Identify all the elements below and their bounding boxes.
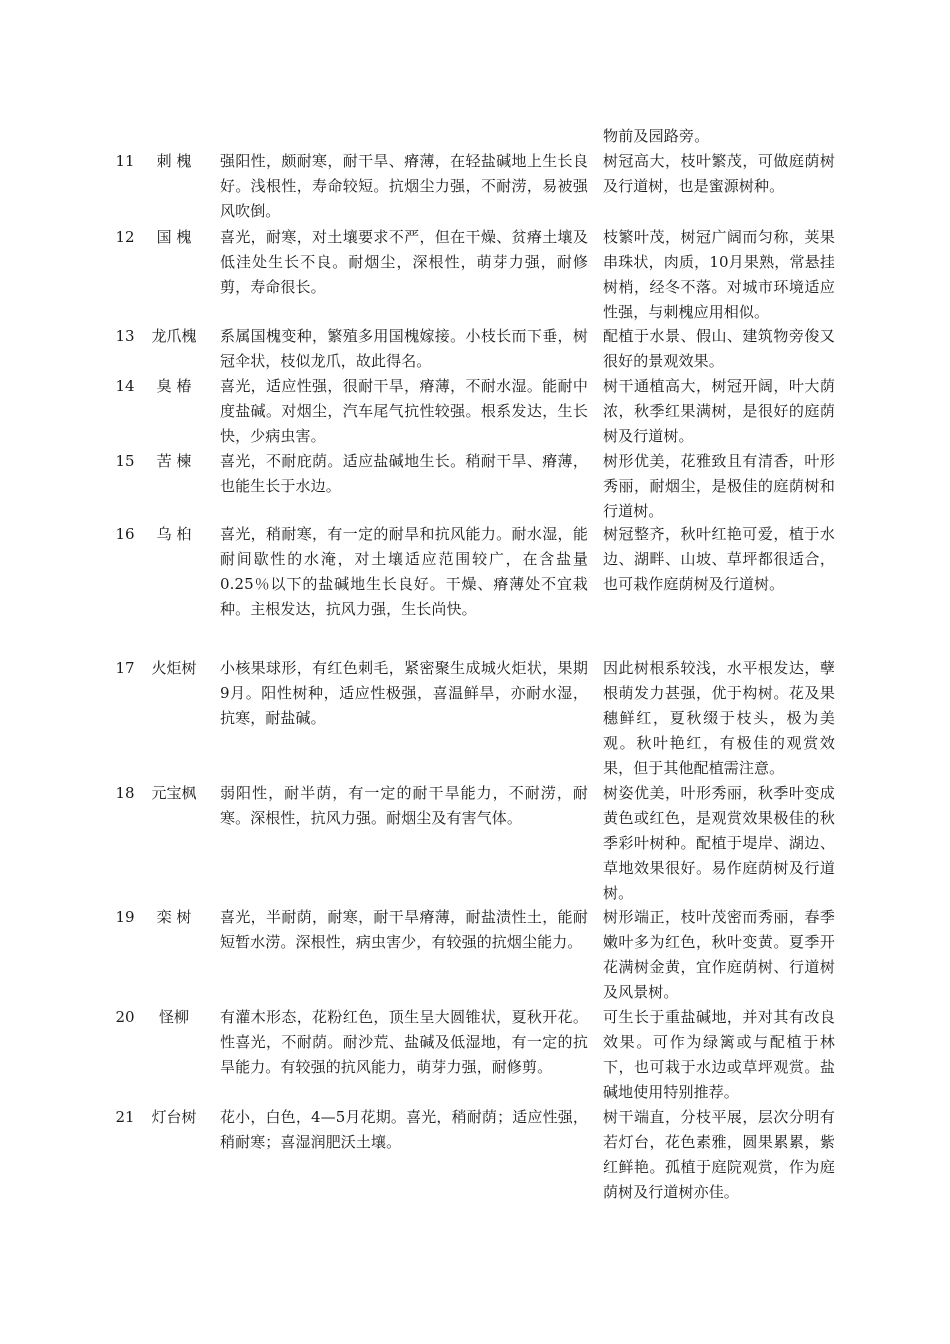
species-traits: 有灌木形态，花粉红色，顶生呈大圆锥状，夏秋开花。性喜光，不耐荫。耐沙荒、盐碱及低湿地，有一定的抗旱能力。有较强的抗风能力，萌芽力强，耐修剪。 xyxy=(220,1008,588,1076)
row-number: 21 xyxy=(115,1108,135,1126)
species-traits: 系属国槐变种，繁殖多用国槐嫁接。小枝长而下垂，树冠伞状，枝似龙爪，故此得名。 xyxy=(220,327,588,370)
row-number: 15 xyxy=(115,452,135,470)
row-number: 12 xyxy=(115,228,135,246)
row-number: 11 xyxy=(115,152,135,170)
row-number: 16 xyxy=(115,525,135,543)
species-traits: 弱阳性，耐半荫，有一定的耐干旱能力，不耐涝，耐寒。深根性，抗风力强。耐烟尘及有害气体。 xyxy=(220,784,588,827)
species-traits: 强阳性，颇耐寒，耐干旱、瘠薄，在轻盐碱地上生长良好。浅根性，寿命较短。抗烟尘力强，不耐涝，易被强风吹倒。 xyxy=(220,152,588,220)
species-usage: 树冠高大，枝叶繁茂，可做庭荫树及行道树，也是蜜源树种。 xyxy=(603,152,835,195)
species-traits: 喜光，半耐荫，耐寒，耐干旱瘠薄，耐盐渍性土，能耐短暂水涝。深根性，病虫害少，有较强的抗烟尘能力。 xyxy=(220,908,588,951)
species-name: 栾 树 xyxy=(156,908,192,926)
species-name: 元宝枫 xyxy=(151,784,197,802)
species-traits: 喜光，不耐庇荫。适应盐碱地生长。稍耐干旱、瘠薄，也能生长于水边。 xyxy=(220,452,588,495)
species-usage: 树姿优美，叶形秀丽，秋季叶变成黄色或红色，是观赏效果极佳的秋季彩叶树种。配植于堤岸、湖边、草地效果很好。易作庭荫树及行道树。 xyxy=(603,784,835,902)
row-number: 20 xyxy=(115,1008,135,1026)
species-usage: 树形端正，枝叶茂密而秀丽，春季嫩叶多为红色，秋叶变黄。夏季开花满树金黄，宜作庭荫树、行道树及风景树。 xyxy=(603,908,835,1001)
species-name: 国 槐 xyxy=(156,228,192,246)
species-traits: 小核果球形，有红色刺毛，紧密聚生成城火炬状，果期9月。阳性树种，适应性极强，喜温鲜旱，亦耐水湿，抗寒，耐盐碱。 xyxy=(220,659,588,727)
species-traits: 花小，白色，4—5月花期。喜光，稍耐荫；适应性强，稍耐寒；喜湿润肥沃土壤。 xyxy=(220,1108,588,1151)
species-traits: 喜光，适应性强，很耐干旱，瘠薄，不耐水湿。能耐中度盐碱。对烟尘，汽车尾气抗性较强。根系发达，生长快，少病虫害。 xyxy=(220,377,588,445)
species-traits: 喜光，耐寒，对土壤要求不严，但在干燥、贫瘠土壤及低洼处生长不良。耐烟尘，深根性，萌芽力强，耐修剪，寿命很长。 xyxy=(220,228,588,296)
species-name: 灯台树 xyxy=(151,1108,197,1126)
species-usage: 树冠整齐，秋叶红艳可爱，植于水边、湖畔、山坡、草坪都很适合，也可栽作庭荫树及行道树。 xyxy=(603,525,835,593)
row-number: 18 xyxy=(115,784,135,802)
species-usage: 树干端直，分枝平展，层次分明有若灯台，花色素雅，圆果累累，紫红鲜艳。孤植于庭院观赏，作为庭荫树及行道树亦佳。 xyxy=(603,1108,835,1201)
row-number: 17 xyxy=(115,659,135,677)
species-name: 怪柳 xyxy=(158,1008,189,1026)
species-traits: 喜光，稍耐寒，有一定的耐旱和抗风能力。耐水湿，能耐间歇性的水淹，对土壤适应范围较广，在含盐量0.25％以下的盐碱地生长良好。干燥、瘠薄处不宜栽种。主根发达，抗风力强，生长尚快。 xyxy=(220,525,588,618)
species-name: 刺 槐 xyxy=(156,152,192,170)
row-number: 19 xyxy=(115,908,135,926)
species-name: 乌 桕 xyxy=(156,525,192,543)
continued-text: 物前及园路旁。 xyxy=(603,127,710,145)
species-usage: 枝繁叶茂，树冠广阔而匀称，荚果串珠状，肉质，10月果熟，常悬挂树梢，经冬不落。对城市环境适应性强，与刺槐应用相似。 xyxy=(603,228,835,321)
species-name: 火炬树 xyxy=(151,659,197,677)
species-usage: 配植于水景、假山、建筑物旁俊又很好的景观效果。 xyxy=(603,327,835,370)
species-usage: 因此树根系较浅，水平根发达，孽根萌发力甚强，优于构树。花及果穗鲜红，夏秋缀于枝头，极为美观。秋叶艳红，有极佳的观赏效果，但于其他配植需注意。 xyxy=(603,659,835,777)
species-usage: 可生长于重盐碱地，并对其有改良效果。可作为绿篱或与配植于林下，也可栽于水边或草坪观赏。盐碱地使用特别推荐。 xyxy=(603,1008,835,1101)
species-name: 臭 椿 xyxy=(156,377,192,395)
species-usage: 树干通植高大，树冠开阔，叶大荫浓，秋季红果满树，是很好的庭荫树及行道树。 xyxy=(603,377,835,445)
species-name: 龙爪槐 xyxy=(151,327,197,345)
species-usage: 树形优美，花雅致且有清香，叶形秀丽，耐烟尘，是极佳的庭荫树和行道树。 xyxy=(603,452,835,520)
row-number: 13 xyxy=(115,327,135,345)
row-number: 14 xyxy=(115,377,135,395)
species-name: 苦 楝 xyxy=(156,452,192,470)
